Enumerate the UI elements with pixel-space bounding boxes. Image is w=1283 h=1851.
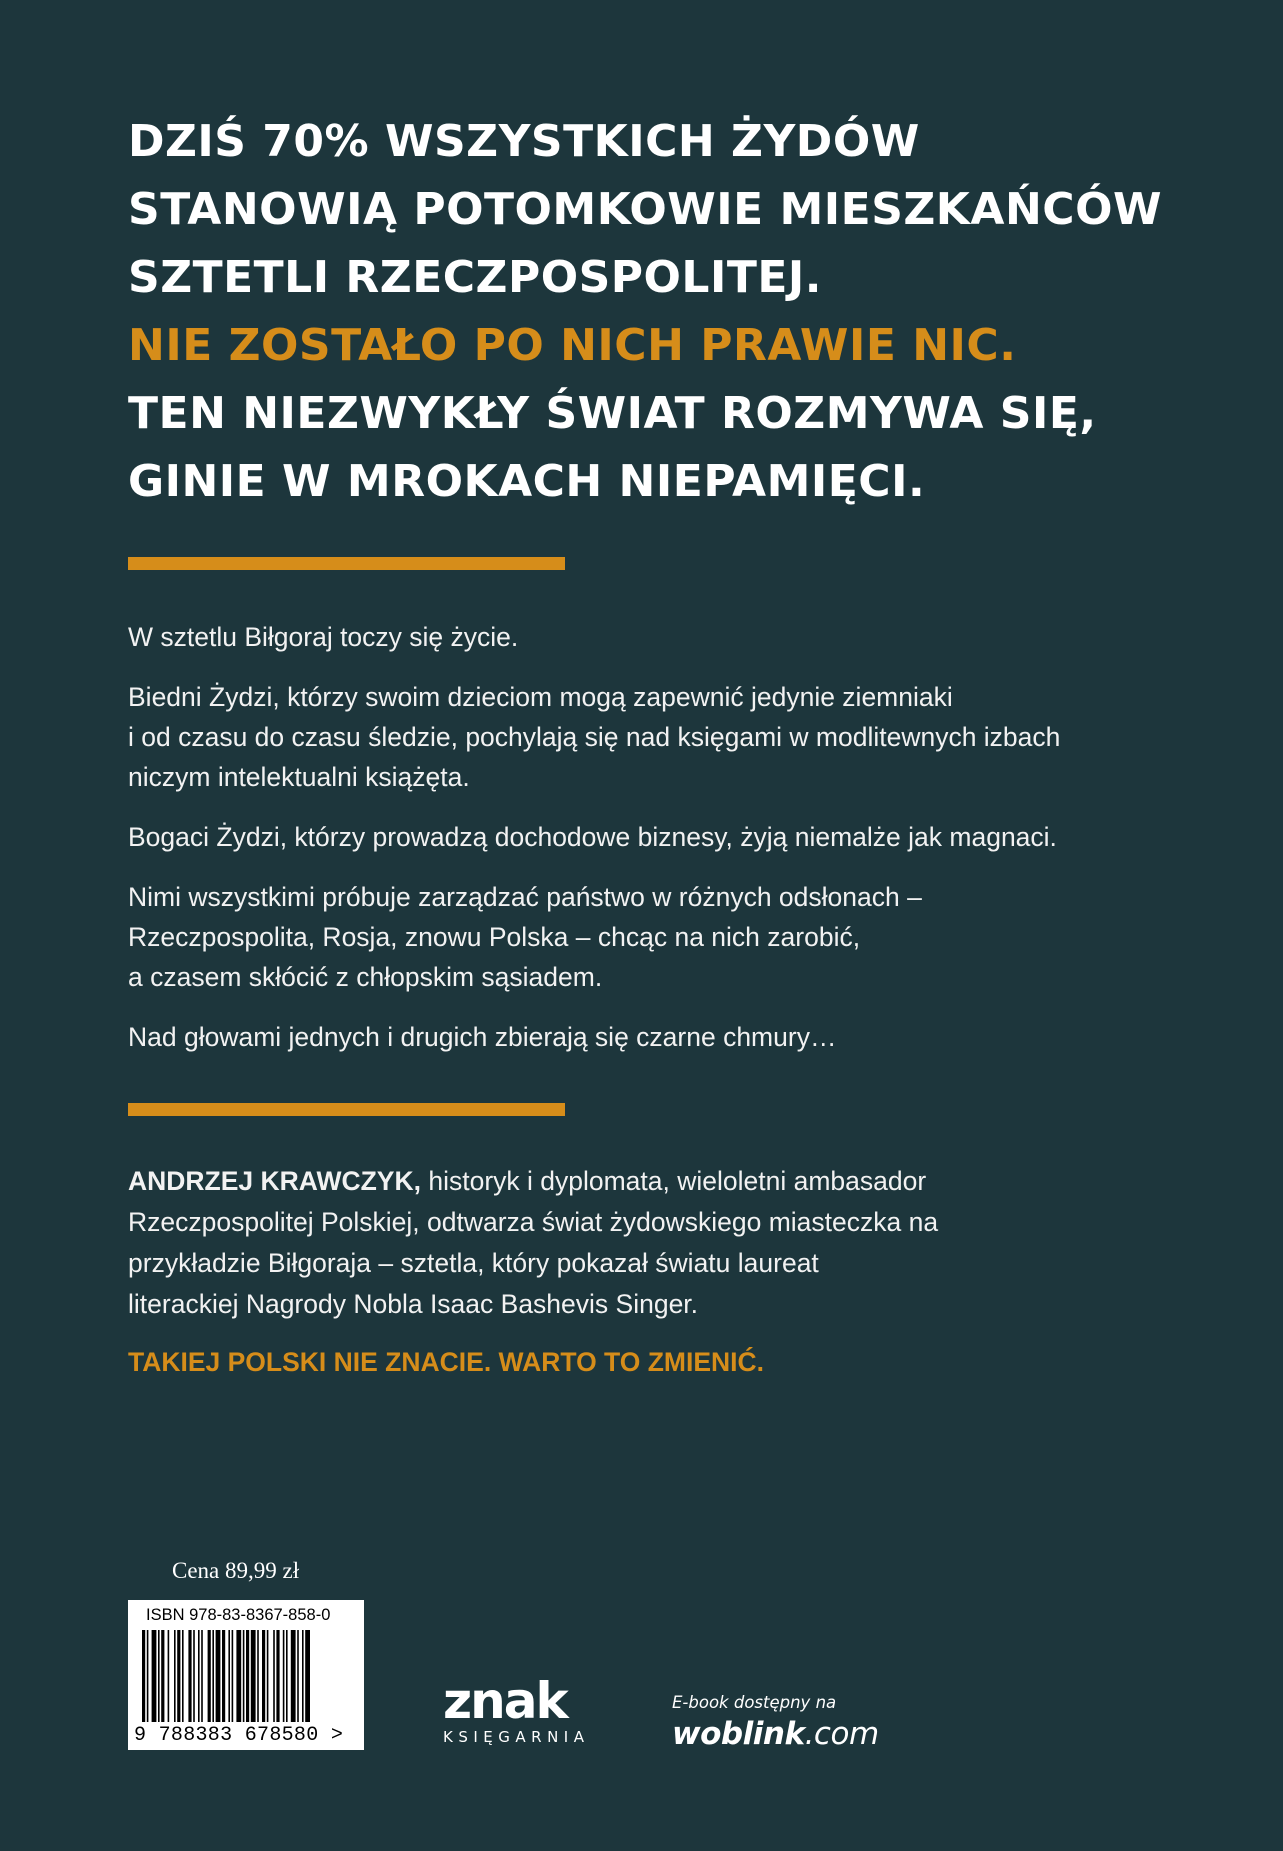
text-line: Nimi wszystkimi próbuje zarządzać państwo w różnych odsłonach – bbox=[128, 882, 922, 912]
barcode-bar bbox=[246, 1630, 249, 1722]
ebook-info bbox=[672, 1693, 879, 1752]
author-name: ANDRZEJ KRAWCZYK, bbox=[128, 1166, 421, 1196]
woblink-brand: woblink bbox=[672, 1716, 805, 1752]
author-bio bbox=[128, 1161, 1188, 1325]
ebook-label: E-book dostępny na bbox=[672, 1693, 837, 1712]
description-paragraph bbox=[128, 1017, 1188, 1057]
price-label: Cena 89,99 zł bbox=[172, 1558, 300, 1583]
barcode-bar bbox=[161, 1630, 164, 1722]
barcode-bar bbox=[216, 1630, 221, 1722]
publisher-name: znak bbox=[443, 1672, 567, 1730]
barcode-bar bbox=[283, 1630, 285, 1722]
text-line: literackiej Nagrody Nobla Isaac Bashevis Singer. bbox=[128, 1289, 699, 1319]
headline-line: TEN NIEZWYKŁY ŚWIAT ROZMYWA SIĘ, bbox=[128, 388, 1097, 439]
barcode-bar bbox=[142, 1630, 145, 1722]
publisher-sub: KSIĘGARNIA bbox=[443, 1728, 590, 1746]
ean-digits: 9 788383 678580 > bbox=[134, 1724, 344, 1747]
barcode-bar bbox=[243, 1630, 245, 1722]
headline bbox=[128, 108, 1162, 516]
barcode-bar bbox=[286, 1630, 288, 1722]
barcode-bar bbox=[273, 1630, 275, 1722]
publisher-logo bbox=[443, 1672, 590, 1746]
text-line: Bogaci Żydzi, którzy prowadzą dochodowe biznesy, żyją niemalże jak magnaci. bbox=[128, 822, 1057, 852]
headline-accent-line: NIE ZOSTAŁO PO NICH PRAWIE NIC. bbox=[128, 320, 1017, 371]
barcode-bar bbox=[297, 1630, 299, 1722]
barcode-bars bbox=[142, 1630, 350, 1722]
barcode-bar bbox=[193, 1630, 195, 1722]
barcode-bar bbox=[188, 1630, 191, 1722]
text-line: niczym intelektualni książęta. bbox=[128, 762, 470, 792]
barcode-bar bbox=[291, 1630, 296, 1722]
divider-rule bbox=[128, 557, 565, 570]
barcode-bar bbox=[182, 1630, 184, 1722]
woblink-logo bbox=[672, 1716, 879, 1752]
text-line: Biedni Żydzi, którzy swoim dzieciom mogą zapewnić jedynie ziemniaki bbox=[128, 682, 953, 712]
isbn-barcode bbox=[128, 1600, 364, 1750]
barcode-bar bbox=[228, 1630, 230, 1722]
description-paragraph bbox=[128, 877, 1188, 997]
headline-line: DZIŚ 70% WSZYSTKICH ŻYDÓW bbox=[128, 116, 920, 167]
text-line: Nad głowami jednych i drugich zbierają się czarne chmury… bbox=[128, 1022, 837, 1052]
text-line: przykładzie Biłgoraja – sztetla, który pokazał światu laureat bbox=[128, 1248, 819, 1278]
barcode-bar bbox=[222, 1630, 225, 1722]
barcode-bar bbox=[257, 1630, 259, 1722]
headline-line: SZTETLI RZECZPOSPOLITEJ. bbox=[128, 252, 822, 303]
headline-line: STANOWIĄ POTOMKOWIE MIESZKAŃCÓW bbox=[128, 184, 1163, 235]
description bbox=[128, 617, 1188, 1077]
text-line: Rzeczpospolita, Rosja, znowu Polska – chcąc na nich zarobić, bbox=[128, 922, 861, 952]
barcode-bar bbox=[177, 1630, 180, 1722]
text-line: W sztetlu Biłgoraj toczy się życie. bbox=[128, 622, 519, 652]
woblink-domain: .com bbox=[804, 1716, 879, 1752]
barcode-bar bbox=[276, 1630, 279, 1722]
description-paragraph bbox=[128, 677, 1188, 797]
isbn-label: ISBN 978-83-8367-858-0 bbox=[146, 1606, 331, 1624]
barcode-bar bbox=[158, 1630, 160, 1722]
barcode-bar bbox=[267, 1630, 269, 1722]
barcode-bar bbox=[262, 1630, 265, 1722]
text-line: a czasem skłócić z chłopskim sąsiadem. bbox=[128, 962, 603, 992]
barcode-bar bbox=[305, 1630, 310, 1722]
text-line: i od czasu do czasu śledzie, pochylają się nad księgami w modlitewnych izbach bbox=[128, 722, 1061, 752]
divider-rule bbox=[128, 1103, 565, 1116]
barcode-bar bbox=[302, 1630, 304, 1722]
barcode-bar bbox=[236, 1630, 241, 1722]
barcode-bar bbox=[198, 1630, 200, 1722]
barcode-bar bbox=[208, 1630, 211, 1722]
description-paragraph bbox=[128, 817, 1188, 857]
barcode-bar bbox=[174, 1630, 176, 1722]
barcode-bar bbox=[232, 1630, 234, 1722]
text-line: Rzeczpospolitej Polskiej, odtwarza świat żydowskiego miasteczka na bbox=[128, 1207, 939, 1237]
headline-line: GINIE W MROKACH NIEPAMIĘCI. bbox=[128, 456, 926, 507]
barcode-bar bbox=[152, 1630, 157, 1722]
tagline: TAKIEJ POLSKI NIE ZNACIE. WARTO TO ZMIENIĆ. bbox=[128, 1347, 765, 1377]
barcode-bar bbox=[168, 1630, 170, 1722]
barcode-bar bbox=[251, 1630, 256, 1722]
barcode-bar bbox=[212, 1630, 214, 1722]
barcode-bar bbox=[147, 1630, 149, 1722]
author-bio-text: historyk i dyplomata, wieloletni ambasador bbox=[420, 1166, 927, 1196]
barcode-bar bbox=[201, 1630, 203, 1722]
text-line bbox=[128, 1161, 1188, 1202]
description-paragraph bbox=[128, 617, 1188, 657]
